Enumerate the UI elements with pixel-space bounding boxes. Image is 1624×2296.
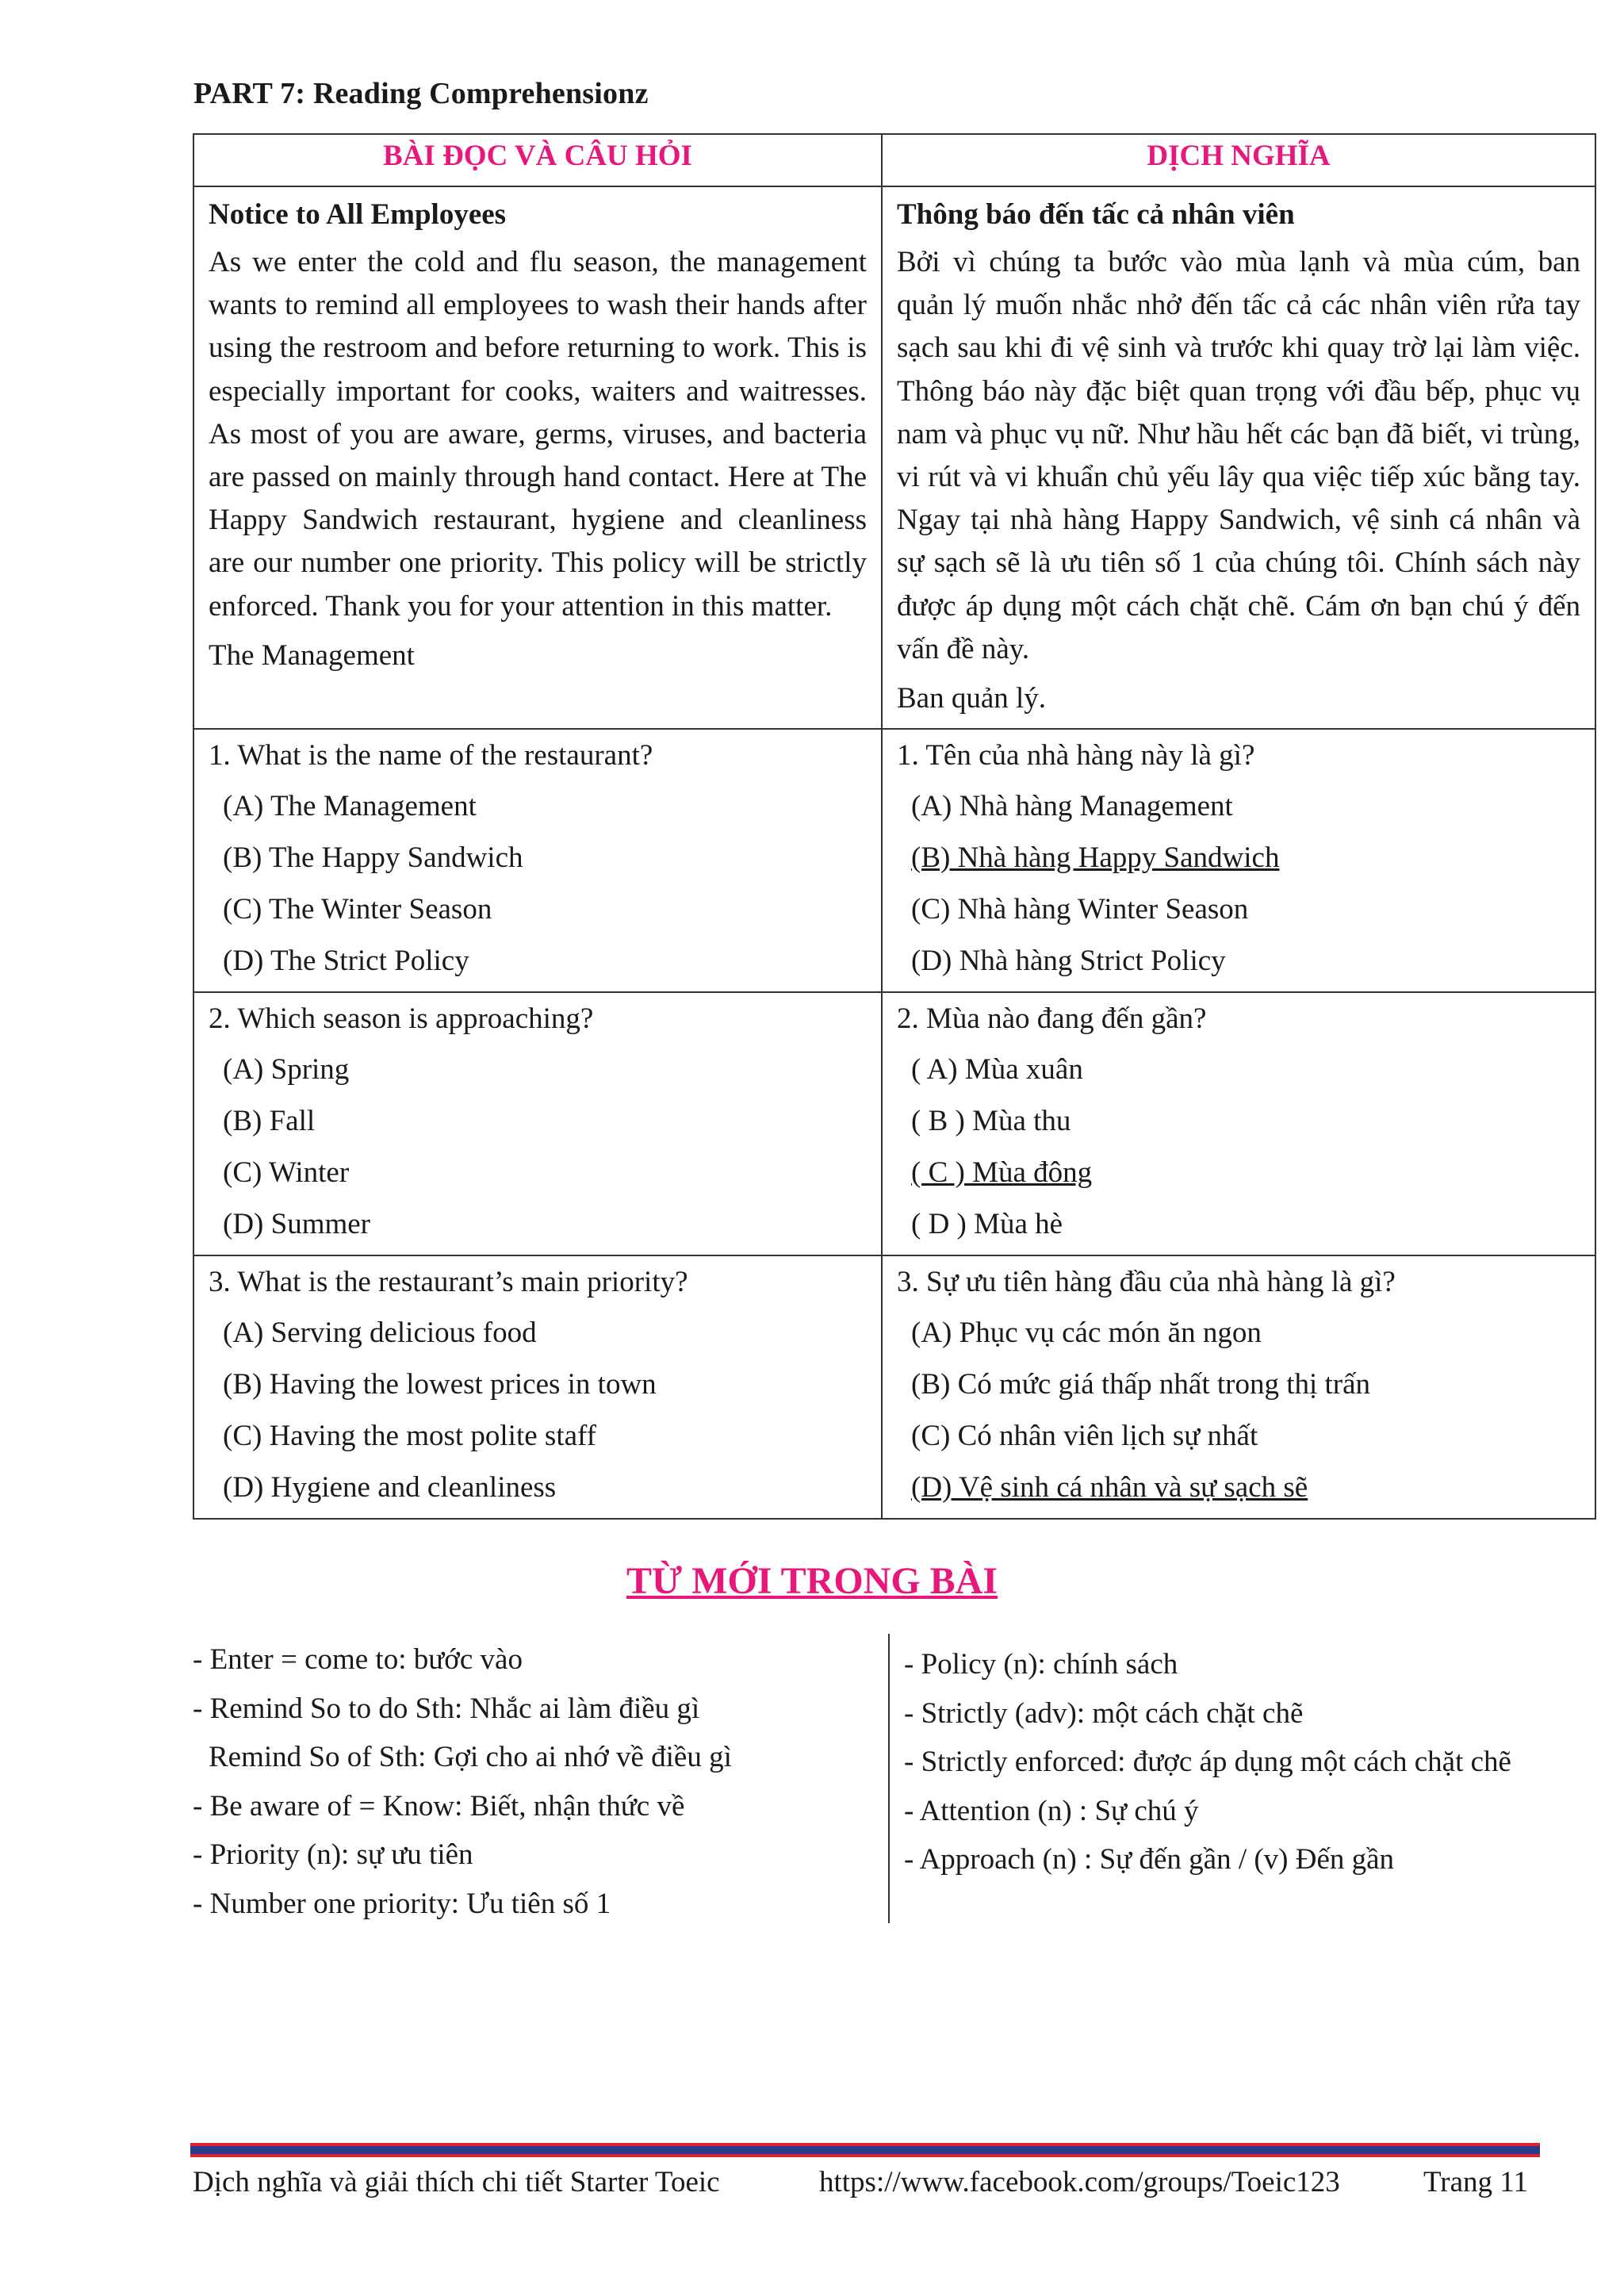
vocab-item: - Attention (n) : Sự chú ý	[904, 1794, 1199, 1827]
question-vietnamese	[882, 992, 1595, 1255]
question-row	[193, 992, 1595, 1255]
question-vietnamese	[882, 1255, 1595, 1519]
answer-option-vi: (A) Phục vụ các món ăn ngon	[911, 1317, 1262, 1350]
question-text-vi: 1. Tên của nhà hàng này là gì?	[897, 739, 1255, 772]
answer-option: (A) Spring	[223, 1053, 350, 1087]
footer-rule	[190, 2143, 1540, 2157]
reading-table	[193, 133, 1596, 1520]
vocab-item: - Be aware of = Know: Biết, nhận thức về	[193, 1789, 685, 1823]
notice-body: As we enter the cold and flu season, the management wants to remind all employees to wash their hands after using the restroom and before returning to work. This is especially important for cooks, waiters and waitresses. As most of you are aware, germs, viruses, and bacteria are passed on mainly through hand contact. Here at The Happy Sandwich restaurant, hygiene and cleanliness are our number one priority. This policy will be strictly enforced. Thank you for your attention in this matter.	[209, 246, 867, 623]
notice-title-vi: Thông báo đến tấc cả nhân viên	[897, 198, 1295, 231]
answer-option: (A) Serving delicious food	[223, 1317, 537, 1350]
notice-body-vi: Bởi vì chúng ta bước vào mùa lạnh và mùa cúm, ban quản lý muốn nhắc nhở đến tấc cả các nhân viên rửa tay sạch sau khi đi vệ sinh và trước khi quay trờ lại làm việc. Thông báo này đặc biệt quan trọng với đầu bếp, phục vụ nam và phục vụ nữ. Như hầu hết các bạn đã biết, vi trùng, vi rút và vi khuẩn chủ yếu lây qua việc tiếp xúc bằng tay. Ngay tại nhà hàng Happy Sandwich, vệ sinh cá nhân và sự sạch sẽ là ưu tiên số 1 của chúng tôi. Chính sách này được áp dụng một cách chặt chẽ. Cám ơn bạn chú ý đến vấn đề này.	[897, 246, 1580, 665]
answer-option: (B) Having the lowest prices in town	[223, 1368, 657, 1401]
answer-option-vi: (C) Nhà hàng Winter Season	[911, 893, 1249, 926]
question-row	[193, 1255, 1595, 1519]
correct-answer-vi: (B) Nhà hàng Happy Sandwich	[911, 841, 1280, 875]
vocab-item: Remind So of Sth: Gợi cho ai nhớ về điều gì	[209, 1741, 732, 1773]
question-vietnamese	[882, 729, 1595, 992]
answer-option-vi: (B) Có mức giá thấp nhất trong thị trấn	[911, 1368, 1371, 1401]
table-header-row	[193, 134, 1595, 186]
answer-option-vi: ( D ) Mùa hè	[911, 1208, 1063, 1241]
vocab-item: - Priority (n): sự ưu tiên	[193, 1838, 473, 1871]
vocab-item: - Remind So to do Sth: Nhắc ai làm điều gì	[193, 1692, 700, 1725]
vocab-item: - Approach (n) : Sự đến gần / (v) Đến gần	[904, 1843, 1395, 1876]
answer-option: (B) The Happy Sandwich	[223, 841, 523, 875]
notice-row	[193, 186, 1595, 729]
vocab-list-left	[193, 1635, 875, 1928]
vocab-item: - Number one priority: Ưu tiên số 1	[193, 1887, 611, 1920]
answer-option: (C) The Winter Season	[223, 893, 492, 926]
correct-answer-vi: (D) Vệ sinh cá nhân và sự sạch sẽ	[911, 1471, 1308, 1504]
answer-option-vi: ( A) Mùa xuân	[911, 1053, 1083, 1087]
vocab-item: - Strictly (adv): một cách chặt chẽ	[904, 1696, 1304, 1730]
notice-title: Notice to All Employees	[209, 198, 507, 231]
answer-option: (C) Winter	[223, 1156, 350, 1190]
notice-signature: The Management	[209, 638, 415, 672]
question-english	[193, 992, 882, 1255]
vocab-list-right	[904, 1640, 1602, 1884]
question-english	[193, 1255, 882, 1519]
vocab-item: - Strictly enforced: được áp dụng một cách chặt chẽ	[904, 1746, 1511, 1778]
footer-page-number: Trang 11	[1423, 2166, 1528, 2198]
answer-option: (D) Summer	[223, 1208, 370, 1241]
answer-option-vi: (D) Nhà hàng Strict Policy	[911, 945, 1226, 978]
vocab-item: - Enter = come to: bước vào	[193, 1643, 523, 1676]
answer-option-vi: ( B ) Mùa thu	[911, 1105, 1071, 1138]
footer-left: Dịch nghĩa và giải thích chi tiết Starter Toeic	[193, 2166, 720, 2198]
page-heading: PART 7: Reading Comprehensionz	[193, 77, 649, 110]
vocab-title: TỪ MỚI TRONG BÀI	[626, 1560, 998, 1602]
question-text: 3. What is the restaurant’s main priority?	[209, 1266, 688, 1299]
question-text: 1. What is the name of the restaurant?	[209, 739, 653, 772]
correct-answer-vi: ( C ) Mùa đông	[911, 1156, 1093, 1190]
answer-option: (C) Having the most polite staff	[223, 1420, 596, 1453]
notice-vietnamese	[882, 186, 1595, 729]
vocab-divider	[888, 1634, 890, 1923]
answer-option-vi: (C) Có nhân viên lịch sự nhất	[911, 1420, 1258, 1453]
question-text-vi: 2. Mùa nào đang đến gần?	[897, 1002, 1207, 1036]
answer-option: (D) Hygiene and cleanliness	[223, 1471, 557, 1504]
left-column-header: BÀI ĐỌC VÀ CÂU HỎI	[193, 134, 882, 186]
footer-link[interactable]: https://www.facebook.com/groups/Toeic123	[819, 2166, 1340, 2198]
answer-option-vi: (A) Nhà hàng Management	[911, 790, 1233, 823]
notice-english	[193, 186, 882, 729]
right-column-header: DỊCH NGHĨA	[882, 134, 1595, 186]
question-text: 2. Which season is approaching?	[209, 1002, 594, 1036]
answer-option: (D) The Strict Policy	[223, 945, 469, 978]
question-english	[193, 729, 882, 992]
answer-option: (A) The Management	[223, 790, 477, 823]
answer-option: (B) Fall	[223, 1105, 316, 1138]
vocab-item: - Policy (n): chính sách	[904, 1648, 1178, 1681]
question-row	[193, 729, 1595, 992]
notice-signature-vi: Ban quản lý.	[897, 682, 1047, 715]
question-text-vi: 3. Sự ưu tiên hàng đầu của nhà hàng là gì?	[897, 1266, 1396, 1299]
